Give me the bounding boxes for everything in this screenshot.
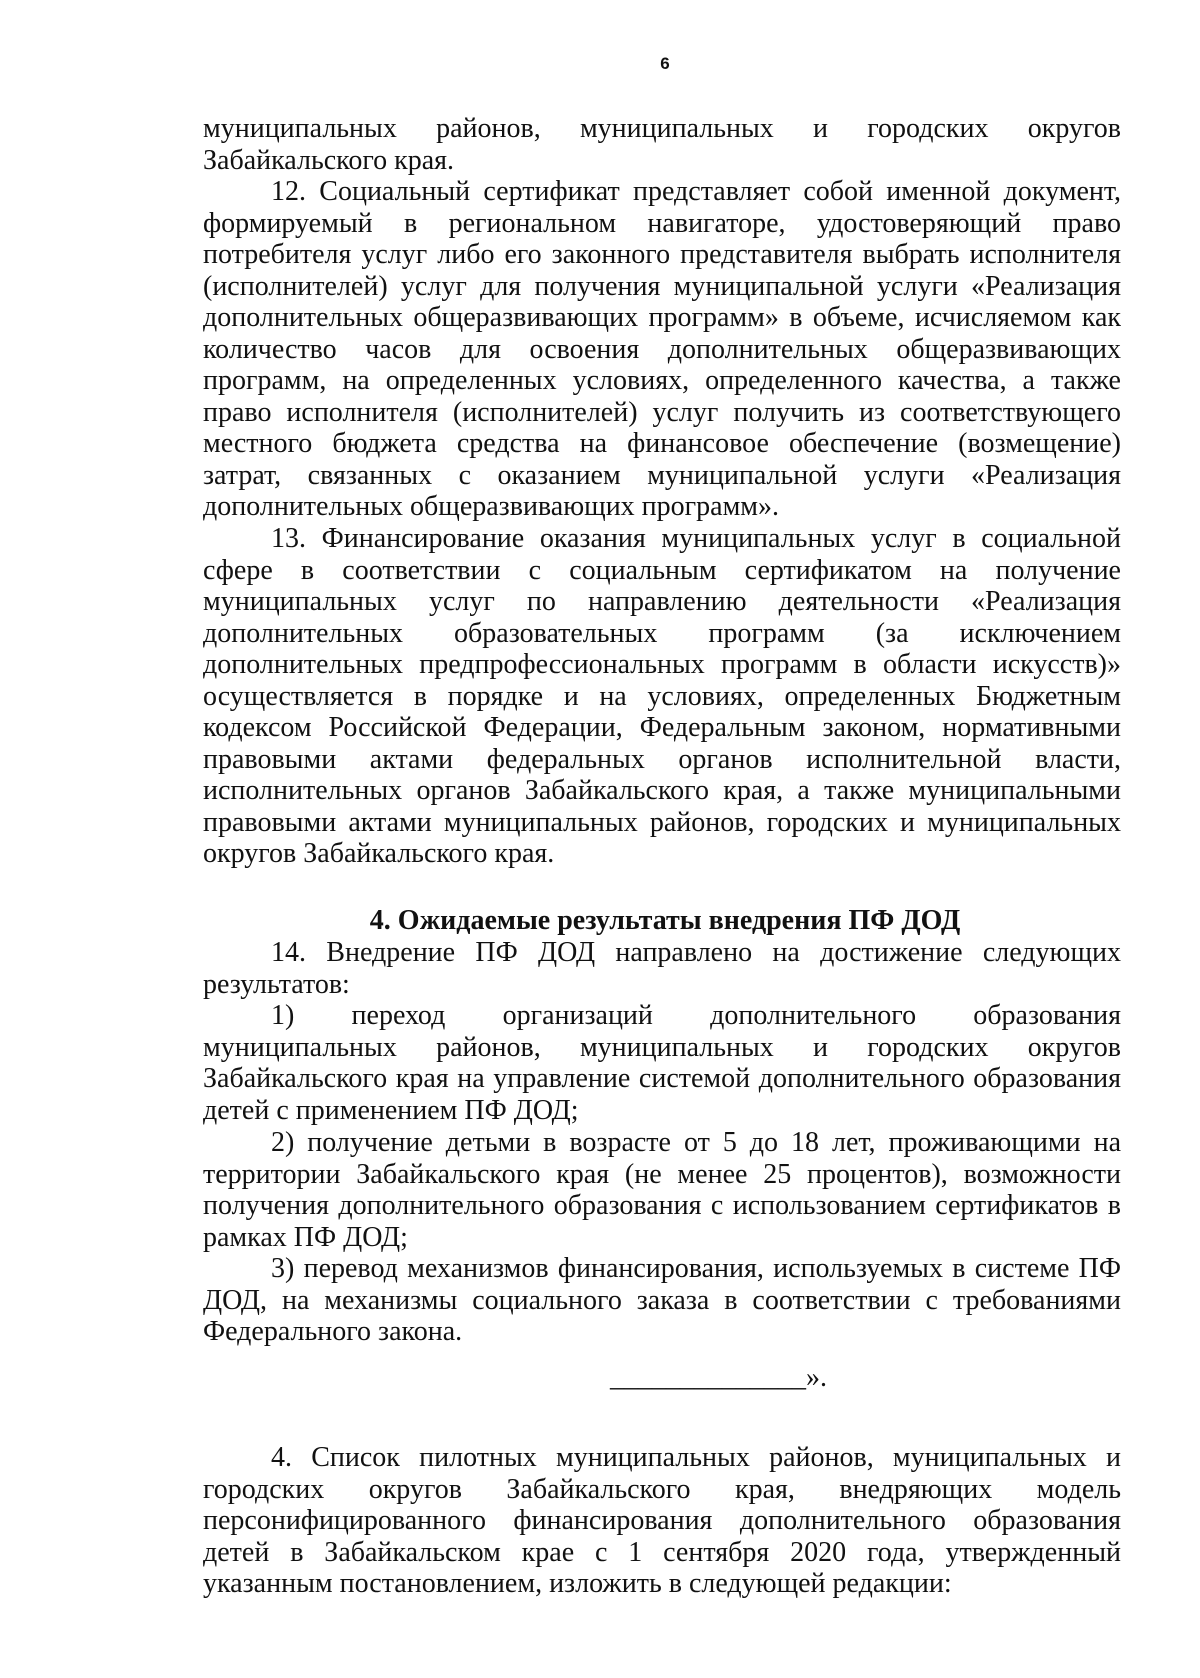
paragraph-4: 4. Список пилотных муниципальных районов, муниципальных и городских округов Забайкальского края, внедряющих модель персонифицированного финансирования дополнительного образования детей в Забайкальском крае с 1 сентября 2020 года, утвержденный указанным постановлением, изложить в следующей редакции:: [203, 1442, 1121, 1599]
closing-mark: ______________».: [610, 1362, 827, 1393]
paragraph-intro: муниципальных районов, муниципальных и городских округов Забайкальского края.: [203, 113, 1121, 176]
list-item-3: 3) перевод механизмов финансирования, используемых в системе ПФ ДОД, на механизмы социального заказа в соответствии с требованиями Федерального закона.: [203, 1253, 1121, 1347]
section-heading-4: 4. Ожидаемые результаты внедрения ПФ ДОД: [369, 905, 961, 936]
list-item-1: 1) переход организаций дополнительного образования муниципальных районов, муниципальных и городских округов Забайкальского края на управление системой дополнительного образования детей с применением ПФ ДОД;: [203, 1000, 1121, 1126]
paragraph-12: 12. Социальный сертификат представляет собой именной документ, формируемый в региональном навигаторе, удостоверяющий право потребителя услуг либо его законного представителя выбрать исполнителя (исполнителей) услуг для получения муниципальной услуги «Реализация дополнительных общеразвивающих программ» в объеме, исчисляемом как количество часов для освоения дополнительных общеразвивающих программ, на определенных условиях, определенного качества, а также право исполнителя (исполнителей) услуг получить из соответствующего местного бюджета средства на финансовое обеспечение (возмещение) затрат, связанных с оказанием муниципальной услуги «Реализация дополнительных общеразвивающих программ».: [203, 176, 1121, 522]
page-number: 6: [660, 54, 670, 73]
paragraph-13: 13. Финансирование оказания муниципальных услуг в социальной сфере в соответствии с социальным сертификатом на получение муниципальных услуг по направлению деятельности «Реализация дополнительных образовательных программ (за исключением дополнительных предпрофессиональных программ в области искусств)» осуществляется в порядке и на условиях, определенных Бюджетным кодексом Российской Федерации, Федеральным законом, нормативными правовыми актами федеральных органов исполнительной власти, исполнительных органов Забайкальского края, а также муниципальными правовыми актами муниципальных районов, городских и муниципальных округов Забайкальского края.: [203, 523, 1121, 869]
list-item-2: 2) получение детьми в возрасте от 5 до 18 лет, проживающими на территории Забайкальского края (не менее 25 процентов), возможности получения дополнительного образования с использованием сертификатов в рамках ПФ ДОД;: [203, 1127, 1121, 1253]
paragraph-14: 14. Внедрение ПФ ДОД направлено на достижение следующих результатов:: [203, 937, 1121, 1000]
